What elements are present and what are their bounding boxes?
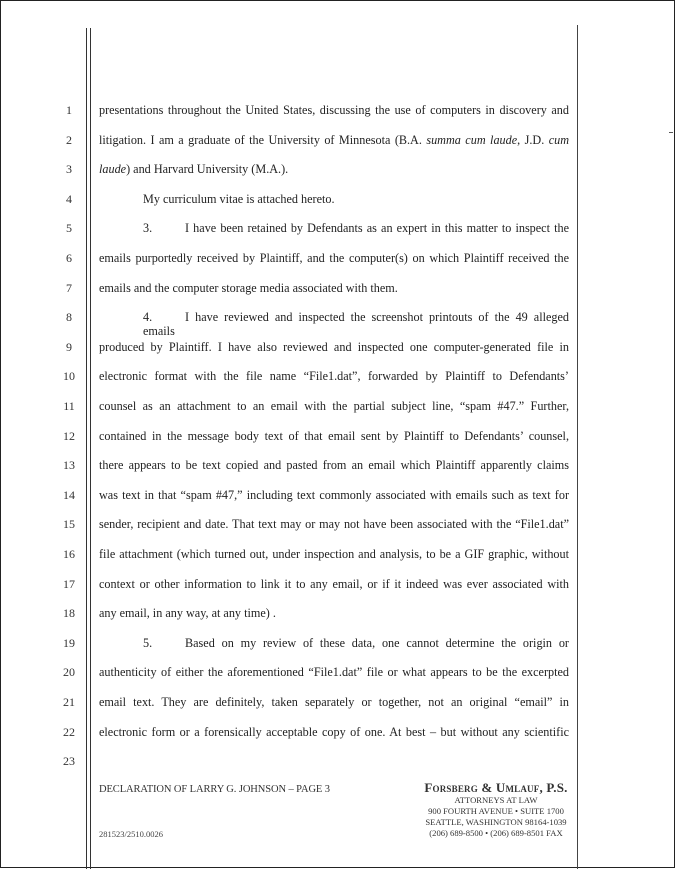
document-line xyxy=(99,340,569,354)
italic-text: cum xyxy=(548,133,570,147)
firm-subtitle: ATTORNEYS AT LAW xyxy=(454,795,538,805)
line-number: 10 xyxy=(63,369,75,383)
law-firm-block xyxy=(421,780,571,839)
line-number: 23 xyxy=(63,754,75,768)
line-text: electronic form or a forensically acceptable copy of one. At best – but without any scientific xyxy=(99,725,569,739)
firm-address-line-2: SEATTLE, WASHINGTON 98164-1039 xyxy=(425,817,567,827)
line-number: 21 xyxy=(63,695,75,709)
line-text: email text. They are definitely, taken separately or together, not an original “email” in xyxy=(99,695,569,709)
document-line xyxy=(99,636,569,650)
line-number: 18 xyxy=(63,606,75,620)
right-margin-rule xyxy=(577,25,578,869)
line-text: authenticity of either the aforementioned “File1.dat” file or what appears to be the excerpted xyxy=(99,665,569,679)
document-line xyxy=(99,458,569,472)
document-line xyxy=(99,221,569,235)
paragraph-number: 3. xyxy=(143,221,153,235)
line-number: 2 xyxy=(66,133,72,147)
document-line xyxy=(99,725,569,739)
line-number: 1 xyxy=(66,103,72,117)
line-number: 16 xyxy=(63,547,75,561)
line-text: I have reviewed and inspected the screenshot printouts of the 49 alleged emails xyxy=(143,310,569,338)
line-number: 5 xyxy=(66,221,72,235)
document-line xyxy=(99,103,569,117)
line-text: file attachment (which turned out, under inspection and analysis, to be a GIF graphic, without xyxy=(99,547,569,561)
italic-text: summa cum laude xyxy=(426,133,518,147)
scan-artifact xyxy=(669,132,673,133)
document-line xyxy=(99,577,569,591)
document-line xyxy=(99,695,569,709)
line-text: ) and Harvard University (M.A.). xyxy=(126,162,289,176)
firm-address-line-1: 900 FOURTH AVENUE • SUITE 1700 xyxy=(428,806,564,816)
line-text: sender, recipient and date. That text may or may not have been associated with the “File1.dat” xyxy=(99,517,569,531)
document-line xyxy=(99,162,569,176)
line-number: 22 xyxy=(63,725,75,739)
document-line xyxy=(99,369,569,383)
document-line xyxy=(99,488,569,502)
line-number: 9 xyxy=(66,340,72,354)
line-number: 19 xyxy=(63,636,75,650)
firm-phone-fax: (206) 689-8500 • (206) 689-8501 FAX xyxy=(429,828,563,838)
line-text: emails purportedly received by Plaintiff, and the computer(s) on which Plaintiff received the xyxy=(99,251,569,265)
line-text: produced by Plaintiff. I have also reviewed and inspected one computer-generated file in xyxy=(99,340,569,354)
document-line xyxy=(99,517,569,531)
line-number: 12 xyxy=(63,429,75,443)
firm-name: Forsberg & Umlauf, P.S. xyxy=(424,780,568,795)
document-line xyxy=(99,665,569,679)
line-number: 15 xyxy=(63,517,75,531)
document-line xyxy=(99,310,569,338)
line-number: 8 xyxy=(66,310,72,324)
document-line xyxy=(99,429,569,443)
line-number: 14 xyxy=(63,488,75,502)
document-line xyxy=(99,133,569,147)
paragraph-number: 5. xyxy=(143,636,153,650)
line-text: any email, in any way, at any time) . xyxy=(99,606,276,620)
document-line xyxy=(99,251,569,265)
line-text: , J.D. xyxy=(517,133,549,147)
line-number: 17 xyxy=(63,577,75,591)
line-text: there appears to be text copied and pasted from an email which Plaintiff apparently claims xyxy=(99,458,569,472)
line-text: emails and the computer storage media associated with them. xyxy=(99,281,398,295)
document-line xyxy=(99,606,569,620)
left-margin-rule-inner xyxy=(90,28,91,869)
line-text: counsel as an attachment to an email with the partial subject line, “spam #47.” Further, xyxy=(99,399,569,413)
line-text: Based on my review of these data, one cannot determine the origin or xyxy=(185,636,569,650)
line-text: electronic format with the file name “File1.dat”, forwarded by Plaintiff to Defendants’ xyxy=(99,369,569,383)
footer-declaration-title: DECLARATION OF LARRY G. JOHNSON – PAGE 3 xyxy=(99,784,330,795)
line-number: 4 xyxy=(66,192,72,206)
line-text: My curriculum vitae is attached hereto. xyxy=(143,192,335,206)
document-line xyxy=(99,281,569,295)
document-line xyxy=(99,399,569,413)
line-text: context or other information to link it to any email, or if it indeed was ever associated with xyxy=(99,577,569,591)
line-text: contained in the message body text of that email sent by Plaintiff to Defendants’ counsel, xyxy=(99,429,569,443)
italic-text: laude xyxy=(99,162,127,176)
paragraph-number: 4. xyxy=(143,310,153,324)
line-text: presentations throughout the United States, discussing the use of computers in discovery and xyxy=(99,103,569,117)
left-margin-rule xyxy=(86,28,87,869)
line-text: I have been retained by Defendants as an expert in this matter to inspect the xyxy=(185,221,569,235)
document-line xyxy=(99,547,569,561)
line-number: 3 xyxy=(66,162,72,176)
document-line xyxy=(99,192,569,206)
footer-document-code: 281523/2510.0026 xyxy=(99,829,163,839)
line-number: 11 xyxy=(63,399,75,413)
line-text: was text in that “spam #47,” including text commonly associated with emails such as text for xyxy=(99,488,569,502)
line-number: 13 xyxy=(63,458,75,472)
line-number: 20 xyxy=(63,665,75,679)
line-number: 6 xyxy=(66,251,72,265)
line-number: 7 xyxy=(66,281,72,295)
line-text: litigation. I am a graduate of the University of Minnesota (B.A. xyxy=(99,133,427,147)
